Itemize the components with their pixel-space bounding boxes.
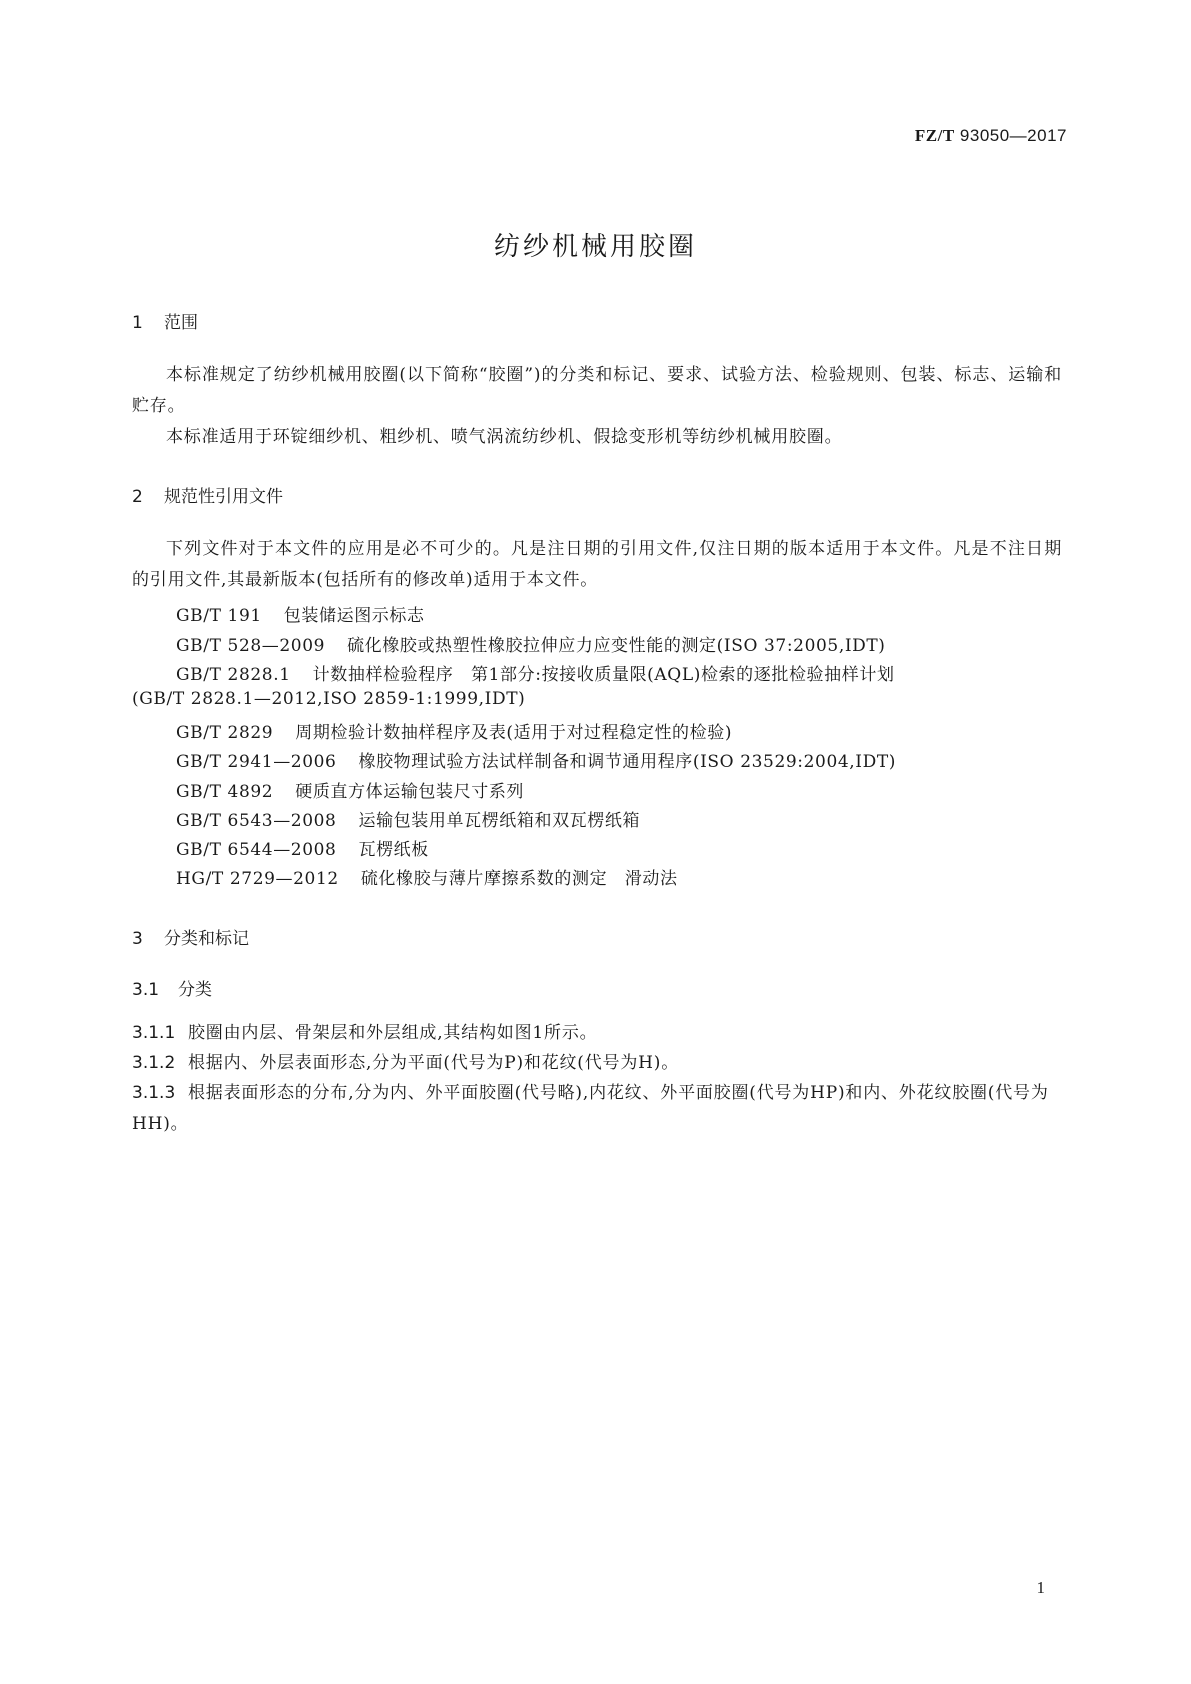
subsection-number: 3.1 (132, 980, 160, 1000)
reference-item (176, 631, 886, 656)
clause-text: 根据内、外层表面形态,分为平面(代号为P)和花纹(代号为H)。 (188, 1053, 679, 1073)
reference-code: GB/T 191 (176, 606, 262, 626)
section-heading-2 (132, 482, 283, 507)
standard-code (915, 126, 1067, 146)
reference-name: 运输包装用单瓦楞纸箱和双瓦楞纸箱 (358, 811, 641, 831)
reference-name: 硫化橡胶或热塑性橡胶拉伸应力应变性能的测定(ISO 37:2005,IDT) (347, 636, 886, 656)
document-title: 纺纱机械用胶圈 (493, 232, 697, 262)
reference-code: HG/T 2729—2012 (176, 869, 339, 889)
reference-code: GB/T 4892 (176, 782, 274, 802)
page-number: 1 (1036, 1578, 1045, 1597)
reference-name: 包装储运图示标志 (283, 606, 425, 626)
reference-name: 计数抽样检验程序 第1部分:按接收质量限(AQL)检索的逐批检验抽样计划 (312, 665, 895, 685)
reference-code: GB/T 528—2009 (176, 636, 326, 656)
clause-text: 根据表面形态的分布,分为内、外平面胶圈(代号略),内花纹、外平面胶圈(代号为HP)和内、外花纹胶圈(代号为HH)。 (132, 1083, 1049, 1134)
clause-item (132, 1048, 1062, 1079)
reference-item (176, 660, 895, 685)
reference-name: 周期检验计数抽样程序及表(适用于对过程稳定性的检验) (295, 723, 733, 743)
section-number: 3 (132, 929, 143, 949)
reference-name: 橡胶物理试验方法试样制备和调节通用程序(ISO 23529:2004,IDT) (358, 752, 897, 772)
reference-code: GB/T 2941—2006 (176, 752, 337, 772)
reference-item (176, 747, 896, 772)
scope-paragraph-1: 本标准规定了纺纱机械用胶圈(以下简称“胶圈”)的分类和标记、要求、试验方法、检验规则、包装、标志、运输和贮存。 (132, 365, 1062, 416)
clause-text: 胶圈由内层、骨架层和外层组成,其结构如图1所示。 (188, 1023, 598, 1043)
reference-name: 硫化橡胶与薄片摩擦系数的测定 滑动法 (360, 869, 678, 889)
section-number: 2 (132, 487, 143, 507)
scope-paragraph-2: 本标准适用于环锭细纱机、粗纱机、喷气涡流纺纱机、假捻变形机等纺纱机械用胶圈。 (166, 427, 843, 447)
clause-item (132, 1078, 1062, 1140)
references-intro: 下列文件对于本文件的应用是必不可少的。凡是注日期的引用文件,仅注日期的版本适用于本文件。凡是不注日期的引用文件,其最新版本(包括所有的修改单)适用于本文件。 (132, 539, 1062, 590)
reference-item (176, 835, 429, 860)
section-title: 范围 (164, 313, 198, 333)
section-title: 规范性引用文件 (164, 487, 283, 507)
reference-code: GB/T 2829 (176, 723, 274, 743)
reference-item (176, 718, 732, 743)
reference-code: GB/T 2828.1 (176, 665, 291, 685)
subsection-heading-3-1 (132, 975, 212, 1000)
clause-number: 3.1.2 (132, 1053, 176, 1073)
reference-item (176, 806, 640, 831)
section-number: 1 (132, 313, 143, 333)
clause-number: 3.1.1 (132, 1023, 176, 1043)
reference-name: 硬质直方体运输包装尺寸系列 (295, 782, 525, 802)
reference-item (176, 601, 425, 626)
section-title: 分类和标记 (164, 929, 249, 949)
reference-name: 瓦楞纸板 (358, 840, 429, 860)
reference-code: GB/T 6543—2008 (176, 811, 337, 831)
reference-code: GB/T 6544—2008 (176, 840, 337, 860)
standard-number: 93050—2017 (959, 126, 1067, 145)
clause-item (132, 1018, 1062, 1049)
reference-item (176, 864, 678, 889)
subsection-title: 分类 (178, 980, 212, 1000)
reference-item (176, 777, 524, 802)
section-heading-3 (132, 924, 249, 949)
reference-continuation: (GB/T 2828.1—2012,ISO 2859-1:1999,IDT) (132, 689, 526, 709)
clause-number: 3.1.3 (132, 1083, 176, 1103)
section-heading-1 (132, 308, 198, 333)
standard-prefix: FZ/T (914, 126, 955, 145)
